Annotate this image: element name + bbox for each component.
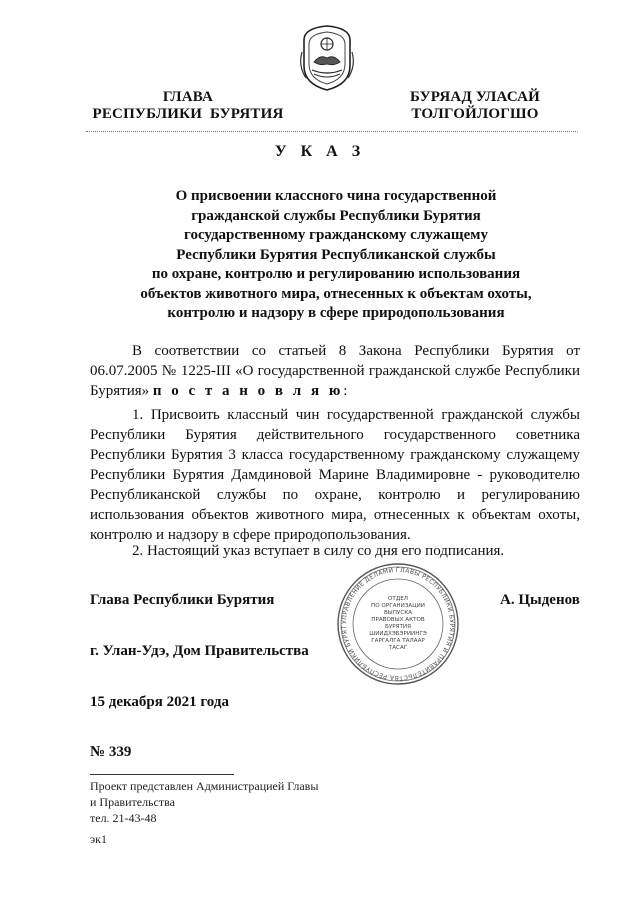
footnote-line: тел. 21-43-48 [90, 811, 157, 825]
header-left-line-2: РЕСПУБЛИКИ БУРЯТИЯ [92, 106, 284, 122]
title-line: гражданской службы Республики Бурятия [191, 207, 481, 224]
header-right-line-2: ТОЛГОЙЛОГШО [411, 106, 539, 122]
title-line: О присвоении классного чина государственной [175, 188, 497, 204]
header-divider [86, 131, 578, 132]
stamp-center-line: ПРАВОВЫХ АКТОВ [371, 617, 425, 623]
issue-date: 15 декабря 2021 года [90, 694, 229, 710]
document-code: эк1 [90, 832, 107, 846]
header-left-line-1: ГЛАВА [162, 89, 214, 105]
signatory-position: Глава Республики Бурятия [90, 592, 275, 608]
decree-number: № 339 [90, 744, 132, 760]
decree-title [92, 187, 580, 324]
stamp-center-line: ОТДЕЛ [388, 596, 408, 602]
header-right-line-1: БУРЯАД УЛАСАЙ [409, 89, 541, 105]
title-line: объектов животного мира, отнесенных к объектам охоты, [140, 285, 532, 302]
preamble-paragraph [90, 341, 580, 401]
decree-colon: : [343, 383, 348, 399]
stamp-center-line: ВЫПУСКА [383, 610, 413, 616]
stamp-center-line: ШИИДХЭБЭРИИНГЭ [369, 631, 427, 637]
decree-word: п о с т а н о в л я ю [152, 383, 344, 399]
coat-of-arms-emblem [296, 22, 358, 92]
title-line: Республики Бурятия Республиканской службы [176, 246, 496, 263]
footnote [90, 778, 318, 826]
official-stamp [318, 562, 478, 686]
footnote-line: Проект представлен Администрацией Главы [90, 779, 319, 793]
signatory-name: А. Цыденов [500, 592, 580, 608]
decree-heading: У К А З [274, 143, 366, 160]
footnote-divider [90, 774, 234, 775]
footnote-line: и Правительства [90, 795, 175, 809]
stamp-ring-text: УПРАВЛЕНИЕ ДЕЛАМИ ГЛАВЫ РЕСПУБЛИКИ БУРЯТИЯ И ПРАВИТЕЛЬСТВА РЕСПУБЛИКИ БУРЯТ [340, 566, 456, 682]
stamp-center-line: ГАРГАЛГА ТАЛААР [371, 638, 425, 644]
header-right [380, 89, 570, 123]
preamble-text: В соответствии со статьей 8 Закона Республики Бурятия от 06.07.2005 № 1225-III «О государственной гражданской службе Республики Бурятия» [90, 343, 580, 399]
title-line: контролю и надзору в сфере природопользования [167, 305, 505, 321]
item-1-paragraph: 1. Присвоить классный чин государственной гражданской службы Республики Бурятия действительного государственного советника Республики Бурятия 3 класса государственному гражданскому служащему Республики Бурятия Дамдиновой Марине Владимировне - руководителю Республиканской службы по охране, контролю и регулированию использования объектов животного мира, отнесенных к объектам охоты, контролю и надзору в сфере природопользования. [90, 407, 580, 543]
stamp-center-line: ПО ОРГАНИЗАЦИИ [371, 603, 425, 609]
issue-place: г. Улан-Удэ, Дом Правительства [90, 643, 309, 659]
stamp-center-line: ТАСАГ [388, 645, 408, 651]
title-line: государственному гражданскому служащему [184, 227, 488, 243]
item-2-paragraph: 2. Настоящий указ вступает в силу со дня его подписания. [132, 543, 505, 559]
title-line: по охране, контролю и регулированию использования [151, 266, 521, 282]
header-left [78, 89, 298, 123]
stamp-center-line: БУРЯТИЯ [385, 624, 411, 630]
